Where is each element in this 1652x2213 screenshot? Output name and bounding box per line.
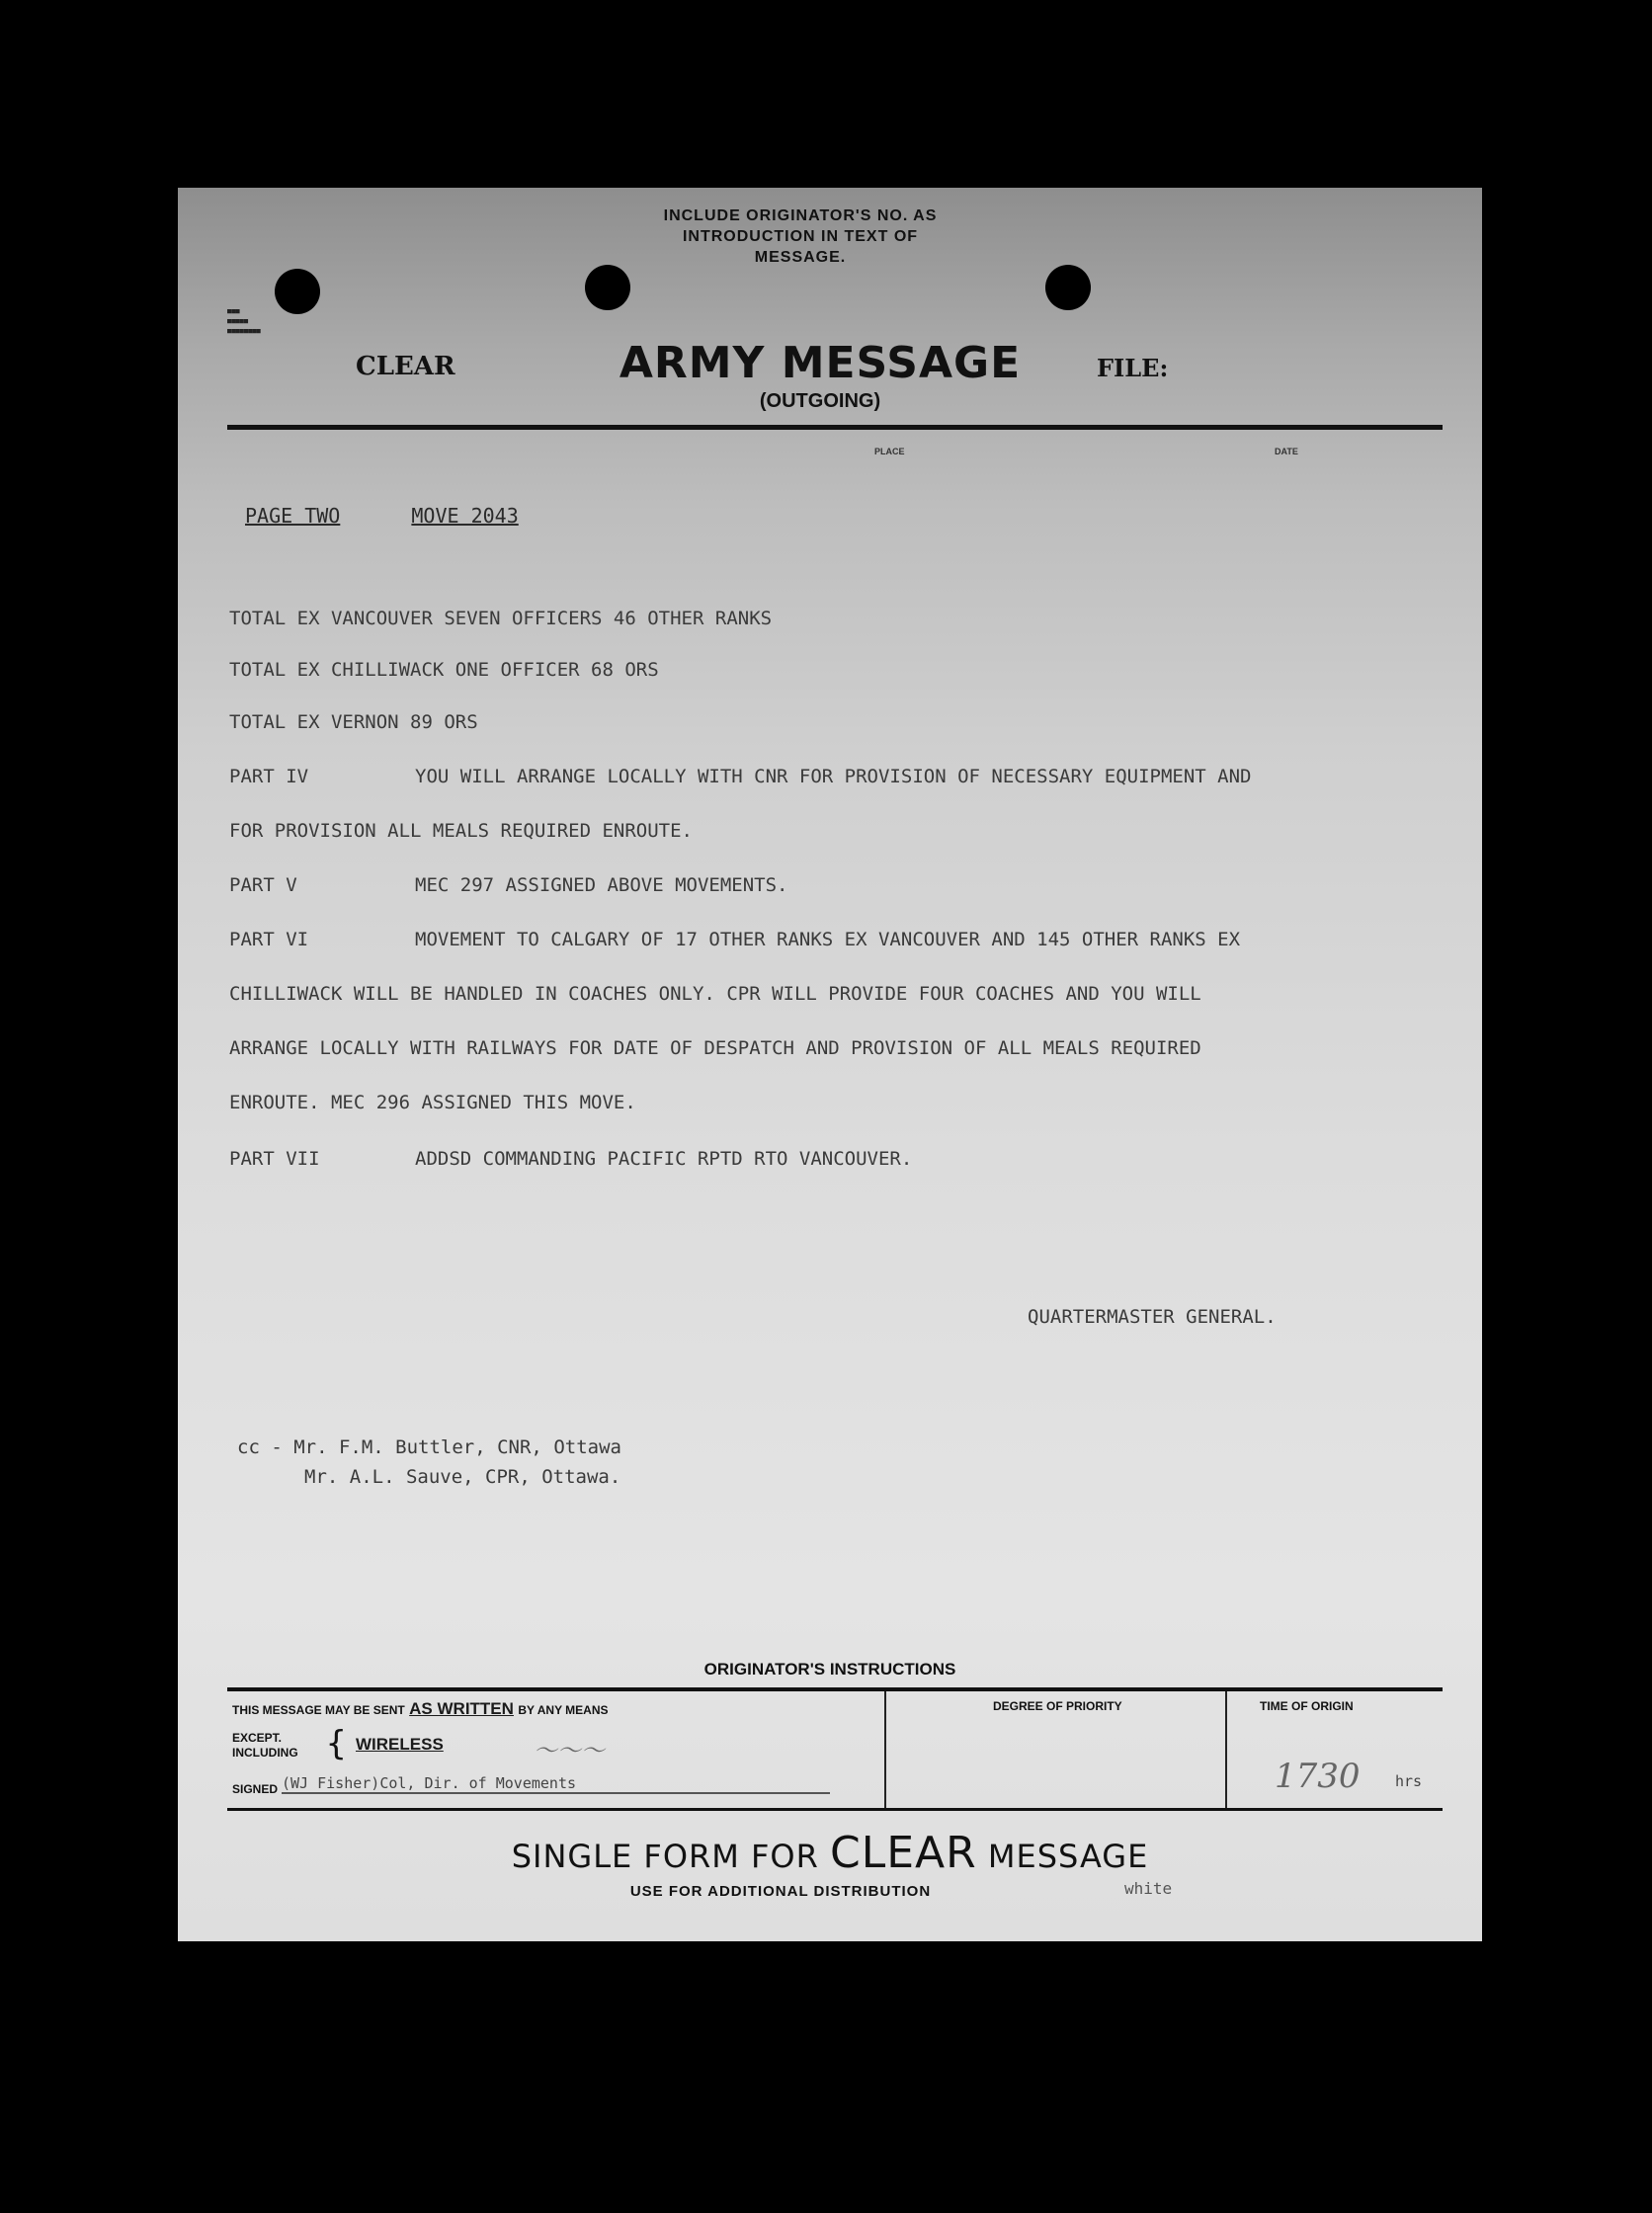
body-line-part-vii: PART VII ADDSD COMMANDING PACIFIC RPTD RTO VANCOUVER. [229,1148,913,1170]
cc-line-2: Mr. A.L. Sauve, CPR, Ottawa. [304,1466,621,1488]
punch-hole-left [275,269,320,314]
place-label: PLACE [874,447,905,456]
signed-by: (WJ Fisher)Col, Dir. of Movements [282,1774,830,1794]
classification-label: CLEAR [356,352,455,381]
body-line: FOR PROVISION ALL MEALS REQUIRED ENROUTE. [229,820,693,842]
form-footer-subtitle: USE FOR ADDITIONAL DISTRIBUTION [629,1883,932,1900]
form-title: ARMY MESSAGE [619,338,1022,388]
punch-hole-center [585,265,630,310]
body-line: CHILLIWACK WILL BE HANDLED IN COACHES ONLY. CPR WILL PROVIDE FOUR COACHES AND YOU WILL [229,983,1201,1005]
body-line-part-vi: PART VI MOVEMENT TO CALGARY OF 17 OTHER RANKS EX VANCOUVER AND 145 OTHER RANKS EX [229,929,1241,950]
page-reference [245,504,578,528]
copy-color-note: white [1124,1879,1173,1898]
body-line: ARRANGE LOCALLY WITH RAILWAYS FOR DATE OF DESPATCH AND PROVISION OF ALL MEALS REQUIRED [229,1037,1201,1059]
signature-block: QUARTERMASTER GENERAL. [1028,1306,1277,1328]
move-number: MOVE 2043 [411,504,519,528]
body-line: TOTAL EX VERNON 89 ORS [229,711,478,733]
form-footer-title: SINGLE FORM FOR CLEAR MESSAGE [511,1828,1149,1878]
body-line: TOTAL EX CHILLIWACK ONE OFFICER 68 ORS [229,659,659,681]
as-written-label: AS WRITTEN [409,1699,514,1718]
cc-line-1: cc - Mr. F.M. Buttler, CNR, Ottawa [237,1436,621,1458]
time-of-origin-value: 1730 [1275,1757,1361,1796]
body-line-part-iv: PART IV YOU WILL ARRANGE LOCALLY WITH CNR FOR PROVISION OF NECESSARY EQUIPMENT AND [229,766,1252,787]
send-instruction: THIS MESSAGE MAY BE SENT AS WRITTEN BY ANY MEANS [232,1699,609,1718]
note-line-2: INTRODUCTION IN TEXT OF [682,228,919,245]
instructions-box [227,1687,1443,1811]
punch-hole-right [1045,265,1091,310]
army-message-form [178,188,1482,1941]
body-line: TOTAL EX VANCOUVER SEVEN OFFICERS 46 OTHER RANKS [229,608,773,629]
file-label: FILE: [1097,354,1169,382]
form-subtitle: (OUTGOING) [759,390,881,412]
brace-icon: { [326,1724,347,1763]
originator-number-note [593,205,1008,268]
body-line: ENROUTE. MEC 296 ASSIGNED THIS MOVE. [229,1092,636,1113]
signed-label: SIGNED [232,1782,279,1796]
header-rule [227,425,1443,430]
note-line-3: MESSAGE. [754,249,847,266]
handwritten-annotation-icon: 〜〜〜 [534,1737,605,1764]
time-unit: hrs [1395,1772,1423,1790]
instructions-title: ORIGINATOR'S INSTRUCTIONS [703,1660,956,1679]
note-line-1: INCLUDE ORIGINATOR'S NO. AS [663,207,938,224]
time-of-origin-label: TIME OF ORIGIN [1260,1699,1354,1713]
wireless-label: WIRELESS [356,1735,444,1754]
body-line-part-v: PART V MEC 297 ASSIGNED ABOVE MOVEMENTS. [229,874,788,896]
except-including-labels: EXCEPT. INCLUDING [232,1731,298,1760]
form-code-block: ■■■ ■■■■■ ■■■■■■■■ [227,307,261,335]
degree-of-priority-label: DEGREE OF PRIORITY [993,1699,1122,1713]
page-number: PAGE TWO [245,504,341,528]
date-label: DATE [1275,447,1298,456]
carbon-copy-list [237,1433,621,1492]
